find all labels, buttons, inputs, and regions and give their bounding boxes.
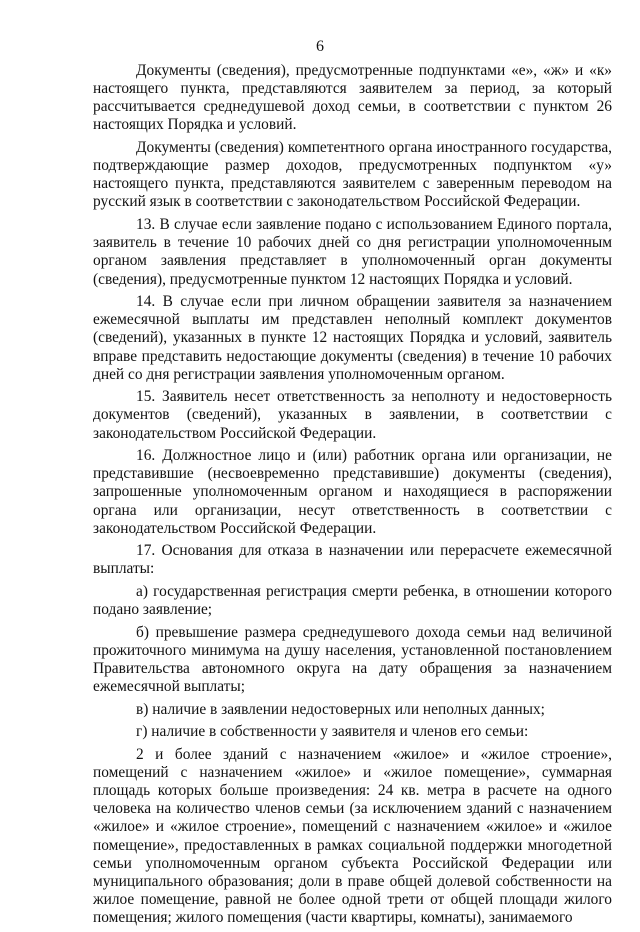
page-number: 6 <box>316 38 324 55</box>
subpoint-g: г) наличие в собственности у заявителя и членов его семьи: <box>136 723 529 741</box>
paragraph-16: 16. Должностное лицо и (или) работник органа или организации, не представившие (несвоевременно представившие) документы (сведения), запрошенные уполномоченным органом и находящиеся в распоряжении органа или организации, несут ответственность в соответствии с законодательством Российской Федерации. <box>93 447 612 537</box>
paragraph-15: 15. Заявитель несет ответственность за неполноту и недостоверность документов (сведений), указанных в заявлении, в соответствии с законодательством Российской Федерации. <box>93 388 612 442</box>
paragraph-17: 17. Основания для отказа в назначении или перерасчете ежемесячной выплаты: <box>93 542 612 578</box>
paragraph-13: 13. В случае если заявление подано с использованием Единого портала, заявитель в течение 10 рабочих дней со дня регистрации уполномоченным органом заявления представляет в уполномоченный орган документы (сведения), предусмотренные пунктом 12 настоящих Порядка и условий. <box>93 216 612 288</box>
paragraph-buildings: 2 и более зданий с назначением «жилое» и «жилое строение», помещений с назначением «жилое» и «жилое помещение», суммарная площадь которых больше произведения: 24 кв. метра в расчете на одного человека на количество членов семьи (за исключением зданий с назначением «жилое» и «жилое строение», помещений с назначением «жилое» и «жилое помещение», предоставленных в рамках социальной поддержки многодетной семьи уполномоченным органом субъекта Российской Федерации или муниципального образования; доли в праве общей долевой собственности на жилое помещение, равной не более одной трети от общей площади жилого помещения; жилого помещения (части квартиры, комнаты), занимаемого <box>93 745 612 927</box>
paragraph-foreign-documents: Документы (сведения) компетентного органа иностранного государства, подтверждающие размер доходов, предусмотренных подпунктом «у» настоящего пункта, представляются заявителем с заверенным переводом на русский язык в соответствии с законодательством Российской Федерации. <box>93 139 612 211</box>
paragraph-14: 14. В случае если при личном обращении заявителя за назначением ежемесячной выплаты им представлен неполный комплект документов (сведений), указанных в пункте 12 настоящих Порядка и условий, заявитель вправе представить недостающие документы (сведения) в течение 10 рабочих дней со дня регистрации заявления уполномоченным органом. <box>93 293 612 383</box>
subpoint-a: а) государственная регистрация смерти ребенка, в отношении которого подано заявление; <box>93 582 612 619</box>
subpoint-v: в) наличие в заявлении недостоверных или неполных данных; <box>136 700 545 718</box>
subpoint-b: б) превышение размера среднедушевого дохода семьи над величиной прожиточного минимума на душу населения, установленной постановлением Правительства автономного округа на дату обращения за назначением ежемесячной выплаты; <box>93 623 612 696</box>
document-body <box>93 62 612 932</box>
paragraph-documents-subpoints: Документы (сведения), предусмотренные подпунктами «е», «ж» и «к» настоящего пункта, представляются заявителем за период, за который рассчитывается среднедушевой доход семьи, в соответствии с пунктом 26 настоящих Порядка и условий. <box>93 62 612 134</box>
